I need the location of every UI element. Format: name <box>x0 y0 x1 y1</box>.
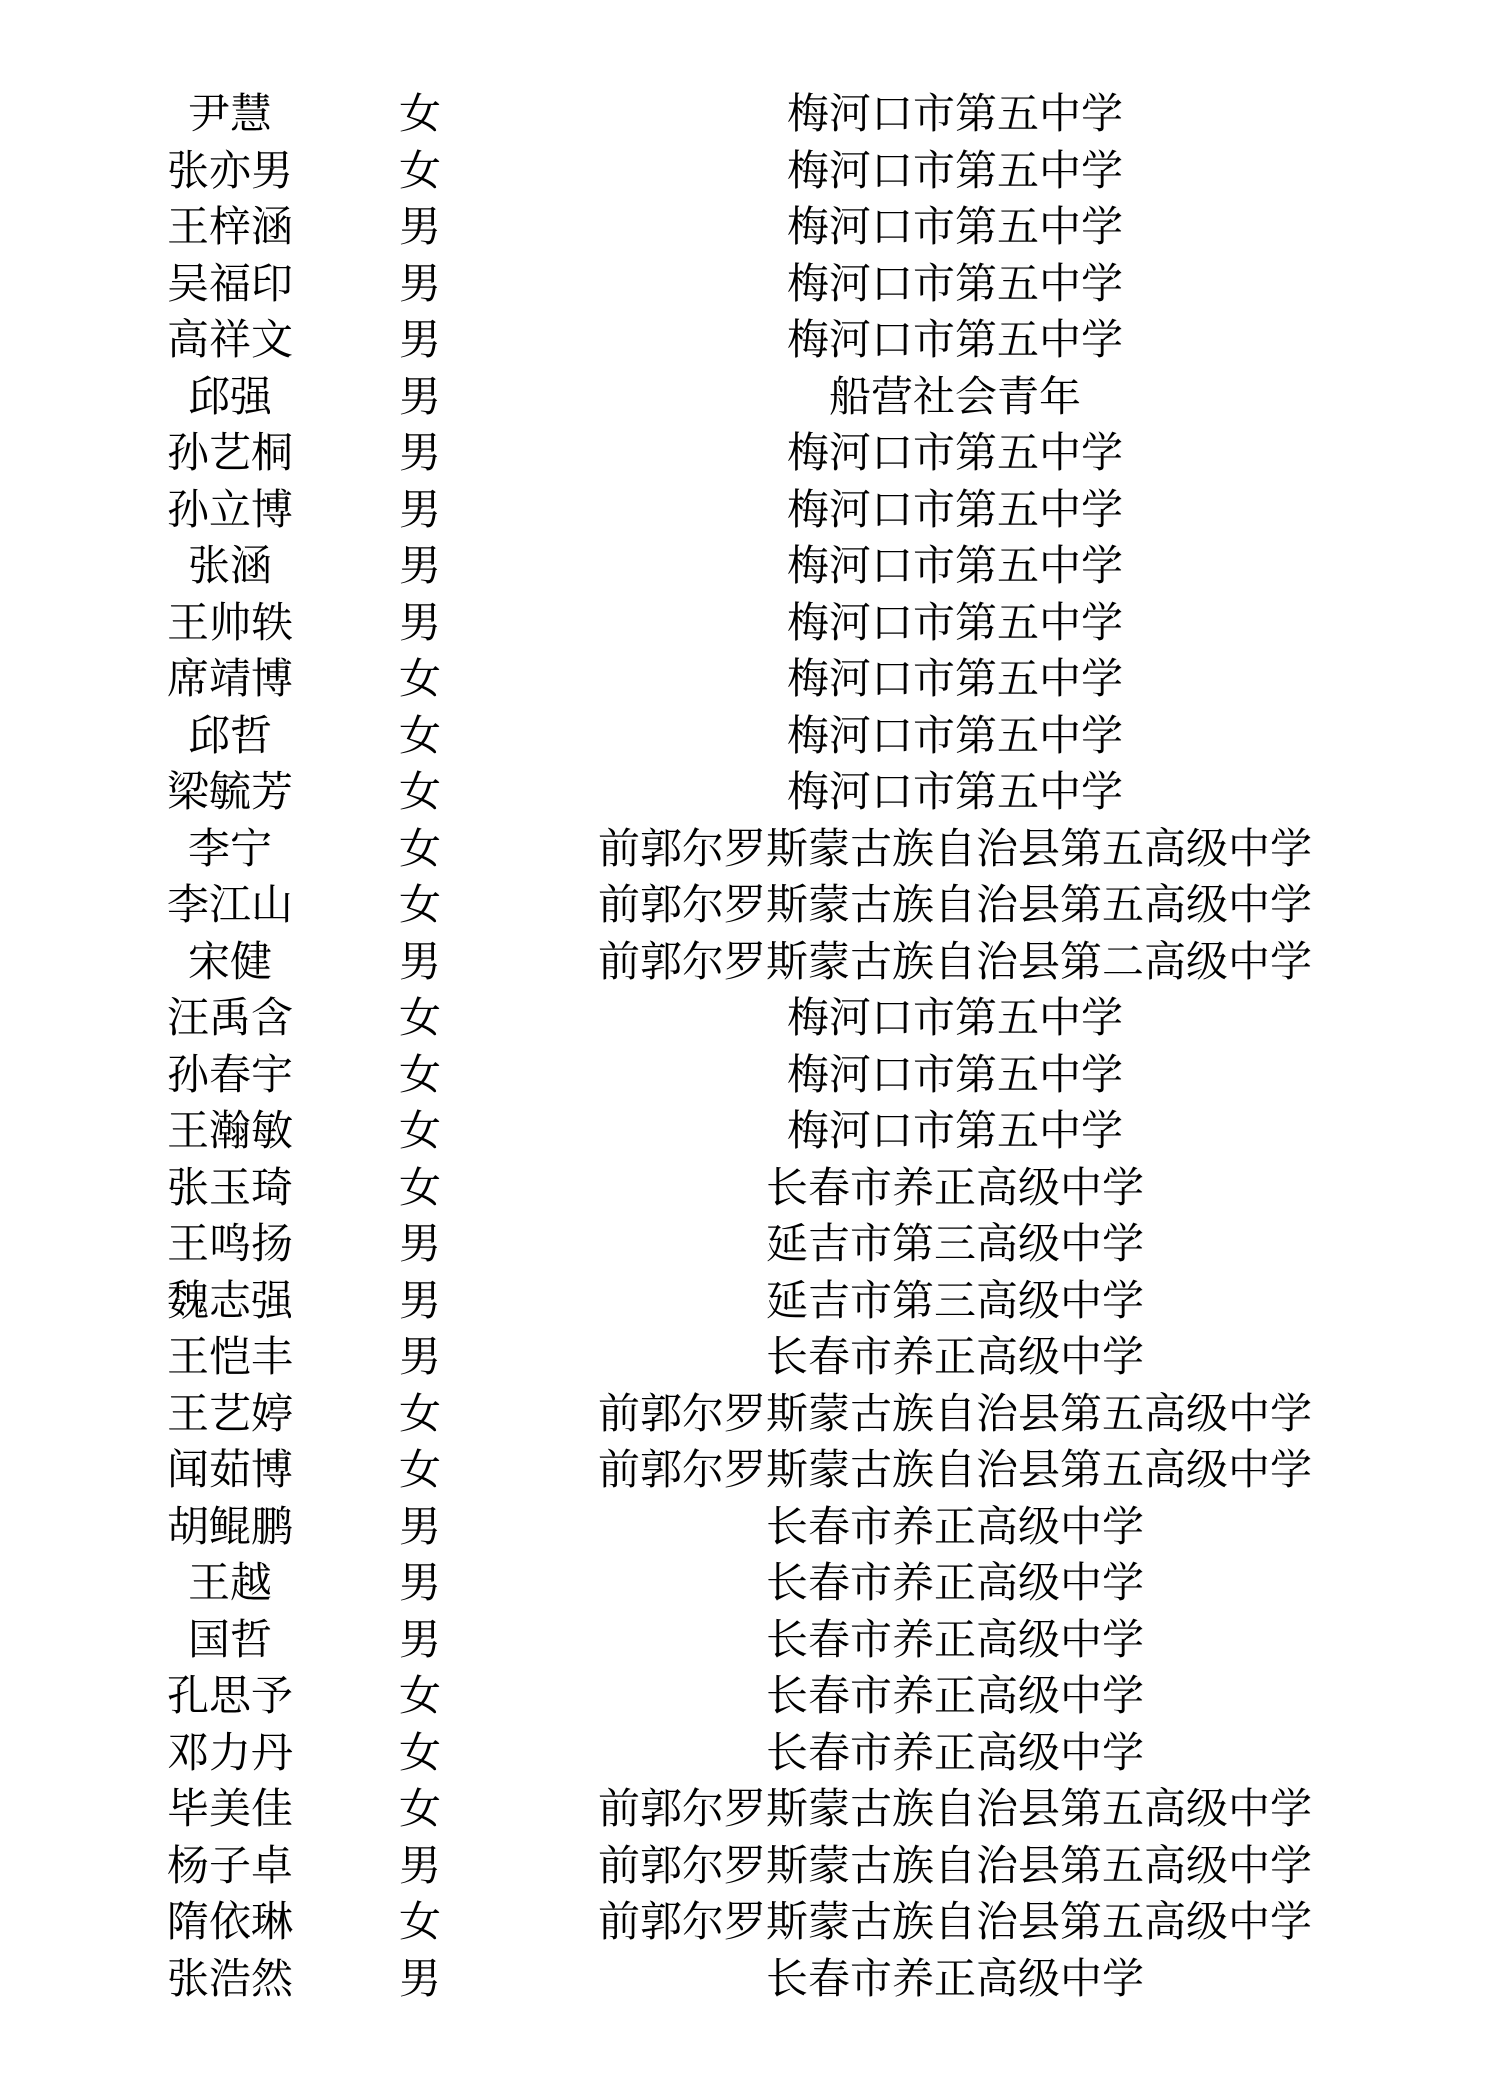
student-name: 李宁 <box>187 823 272 873</box>
student-name: 汪禹含 <box>166 993 293 1042</box>
student-name: 邱强 <box>187 371 272 421</box>
student-name: 孙立博 <box>166 484 293 534</box>
student-school: 长春市养正高级中学 <box>765 1614 1144 1664</box>
student-gender: 女 <box>398 1671 441 1720</box>
student-school: 前郭尔罗斯蒙古族自治县第五高级中学 <box>597 823 1312 873</box>
student-gender: 女 <box>398 1727 441 1777</box>
table-row <box>0 821 1496 878</box>
student-name: 王鸣扬 <box>166 1219 293 1268</box>
table-row <box>0 934 1496 991</box>
student-name: 杨子卓 <box>166 1840 293 1890</box>
student-gender: 女 <box>398 993 441 1042</box>
student-gender: 男 <box>398 541 441 590</box>
student-name: 邓力丹 <box>166 1727 293 1777</box>
student-name: 孙艺桐 <box>166 428 293 477</box>
student-gender: 男 <box>398 1614 441 1664</box>
student-school: 长春市养正高级中学 <box>765 1953 1144 2003</box>
table-row <box>0 312 1496 369</box>
table-row <box>0 256 1496 313</box>
student-school: 船营社会青年 <box>828 371 1081 421</box>
student-gender: 男 <box>398 371 441 421</box>
student-school: 梅河口市第五中学 <box>786 993 1123 1042</box>
student-name: 席靖博 <box>166 654 293 703</box>
roster-table <box>0 86 1496 2007</box>
table-row <box>0 1612 1496 1669</box>
student-name: 宋健 <box>187 936 272 986</box>
table-row <box>0 482 1496 539</box>
student-gender: 男 <box>398 315 441 364</box>
table-row <box>0 595 1496 652</box>
student-gender: 男 <box>398 1840 441 1890</box>
student-school: 长春市养正高级中学 <box>765 1558 1144 1607</box>
student-gender: 女 <box>398 1388 441 1438</box>
student-school: 梅河口市第五中学 <box>786 710 1123 760</box>
student-school: 梅河口市第五中学 <box>786 597 1123 647</box>
student-name: 王艺婷 <box>166 1388 293 1438</box>
student-school: 长春市养正高级中学 <box>765 1727 1144 1777</box>
student-school: 梅河口市第五中学 <box>786 767 1123 816</box>
student-name: 王梓涵 <box>166 202 293 251</box>
table-row <box>0 708 1496 765</box>
student-name: 孙春宇 <box>166 1049 293 1099</box>
student-school: 前郭尔罗斯蒙古族自治县第五高级中学 <box>597 1897 1312 1946</box>
student-school: 前郭尔罗斯蒙古族自治县第五高级中学 <box>597 880 1312 929</box>
student-gender: 男 <box>398 1219 441 1268</box>
student-name: 国哲 <box>187 1614 272 1664</box>
student-school: 梅河口市第五中学 <box>786 1049 1123 1099</box>
student-school: 梅河口市第五中学 <box>786 541 1123 590</box>
student-school: 前郭尔罗斯蒙古族自治县第二高级中学 <box>597 936 1312 986</box>
student-school: 梅河口市第五中学 <box>786 428 1123 477</box>
table-row <box>0 1103 1496 1160</box>
student-gender: 男 <box>398 1332 441 1381</box>
student-name: 王越 <box>187 1558 272 1607</box>
table-row <box>0 425 1496 482</box>
student-school: 梅河口市第五中学 <box>786 315 1123 364</box>
table-row <box>0 1442 1496 1499</box>
student-gender: 女 <box>398 654 441 703</box>
student-gender: 男 <box>398 258 441 308</box>
student-name: 毕美佳 <box>166 1784 293 1833</box>
student-gender: 男 <box>398 1275 441 1325</box>
student-name: 邱哲 <box>187 710 272 760</box>
student-gender: 女 <box>398 1162 441 1212</box>
student-name: 孔思予 <box>166 1671 293 1720</box>
table-row <box>0 1838 1496 1895</box>
student-gender: 女 <box>398 1784 441 1833</box>
table-row <box>0 1668 1496 1725</box>
student-name: 张亦男 <box>166 145 293 195</box>
student-gender: 男 <box>398 597 441 647</box>
table-row <box>0 199 1496 256</box>
table-row <box>0 1951 1496 2008</box>
table-row <box>0 1216 1496 1273</box>
table-row <box>0 764 1496 821</box>
student-name: 李江山 <box>166 880 293 929</box>
student-name: 胡鲲鹏 <box>166 1501 293 1551</box>
student-gender: 女 <box>398 89 441 138</box>
student-name: 隋依琳 <box>166 1897 293 1946</box>
student-name: 魏志强 <box>166 1275 293 1325</box>
table-row <box>0 143 1496 200</box>
student-school: 前郭尔罗斯蒙古族自治县第五高级中学 <box>597 1388 1312 1438</box>
student-name: 高祥文 <box>166 315 293 364</box>
student-gender: 男 <box>398 484 441 534</box>
student-gender: 女 <box>398 880 441 929</box>
table-row <box>0 1273 1496 1330</box>
student-school: 长春市养正高级中学 <box>765 1501 1144 1551</box>
student-gender: 女 <box>398 145 441 195</box>
student-gender: 男 <box>398 1953 441 2003</box>
student-name: 张玉琦 <box>166 1162 293 1212</box>
student-name: 王恺丰 <box>166 1332 293 1381</box>
student-gender: 女 <box>398 823 441 873</box>
table-row <box>0 86 1496 143</box>
student-gender: 女 <box>398 710 441 760</box>
student-gender: 女 <box>398 1897 441 1946</box>
student-school: 梅河口市第五中学 <box>786 654 1123 703</box>
student-school: 梅河口市第五中学 <box>786 484 1123 534</box>
student-name: 尹慧 <box>187 89 272 138</box>
student-name: 张涵 <box>187 541 272 590</box>
student-gender: 男 <box>398 202 441 251</box>
student-gender: 女 <box>398 767 441 816</box>
student-name: 吴福印 <box>166 258 293 308</box>
student-gender: 女 <box>398 1445 441 1494</box>
table-row <box>0 1386 1496 1443</box>
student-school: 前郭尔罗斯蒙古族自治县第五高级中学 <box>597 1445 1312 1494</box>
student-name: 梁毓芳 <box>166 767 293 816</box>
table-row <box>0 1499 1496 1556</box>
student-gender: 女 <box>398 1106 441 1155</box>
student-name: 张浩然 <box>166 1953 293 2003</box>
table-row <box>0 1781 1496 1838</box>
student-school: 延吉市第三高级中学 <box>765 1219 1144 1268</box>
student-school: 梅河口市第五中学 <box>786 145 1123 195</box>
student-school: 梅河口市第五中学 <box>786 258 1123 308</box>
student-name: 王帅轶 <box>166 597 293 647</box>
student-school: 长春市养正高级中学 <box>765 1332 1144 1381</box>
table-row <box>0 1047 1496 1104</box>
student-gender: 男 <box>398 1501 441 1551</box>
table-row <box>0 369 1496 426</box>
student-gender: 女 <box>398 1049 441 1099</box>
student-school: 梅河口市第五中学 <box>786 202 1123 251</box>
table-row <box>0 1894 1496 1951</box>
student-school: 前郭尔罗斯蒙古族自治县第五高级中学 <box>597 1784 1312 1833</box>
student-name: 闻茹博 <box>166 1445 293 1494</box>
student-gender: 男 <box>398 936 441 986</box>
table-row <box>0 1329 1496 1386</box>
table-row <box>0 877 1496 934</box>
table-row <box>0 651 1496 708</box>
student-gender: 男 <box>398 428 441 477</box>
student-name: 王瀚敏 <box>166 1106 293 1155</box>
table-row <box>0 538 1496 595</box>
student-school: 长春市养正高级中学 <box>765 1671 1144 1720</box>
student-school: 梅河口市第五中学 <box>786 89 1123 138</box>
student-gender: 男 <box>398 1558 441 1607</box>
table-row <box>0 1725 1496 1782</box>
table-row <box>0 990 1496 1047</box>
student-school: 前郭尔罗斯蒙古族自治县第五高级中学 <box>597 1840 1312 1890</box>
student-school: 延吉市第三高级中学 <box>765 1275 1144 1325</box>
table-row <box>0 1555 1496 1612</box>
student-school: 长春市养正高级中学 <box>765 1162 1144 1212</box>
table-row <box>0 1160 1496 1217</box>
student-school: 梅河口市第五中学 <box>786 1106 1123 1155</box>
